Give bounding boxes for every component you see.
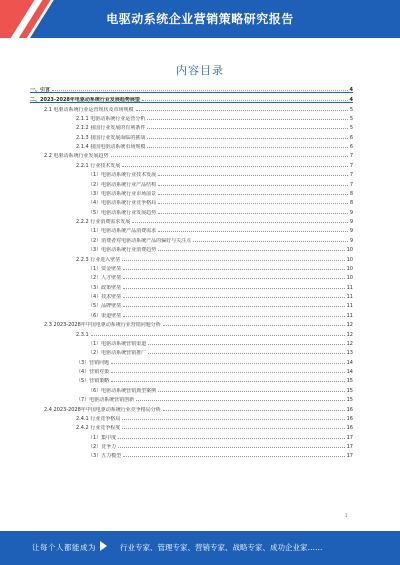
toc-entry[interactable]: [30, 274, 353, 280]
toc-entry-text: 2.4.1 行业竞争格局: [76, 415, 121, 422]
toc-leader-dots: [142, 96, 348, 101]
toc-leader-dots: [136, 396, 344, 401]
toc-entry-page: 11: [346, 294, 353, 301]
toc-entry-text: （4）营销对策: [76, 369, 110, 376]
toc-entry[interactable]: [30, 293, 353, 299]
toc-entry-text: （5）品牌壁垒: [88, 303, 122, 310]
toc-entry-text: （1）电驱动系统行业技术发展: [88, 172, 157, 179]
toc-entry-page: 12: [346, 331, 353, 338]
toc-entry-text: （3）电驱动系统行业消费趋势: [88, 247, 157, 254]
toc-leader-dots: [147, 134, 347, 139]
toc-entry[interactable]: [30, 162, 353, 168]
report-title: 电驱动系统企业营销策略研究报告: [106, 12, 294, 26]
toc-entry-page: 17: [346, 444, 353, 451]
toc-entry-text: （5）营销策略: [76, 378, 110, 385]
toc-entry-text: 二、2023-2028年电驱动系统行业发展趋势展望: [30, 96, 140, 103]
toc-entry-text: 2.3.1: [76, 331, 89, 338]
toc-entry[interactable]: [30, 171, 353, 177]
toc-entry[interactable]: [30, 190, 353, 196]
toc-leader-dots: [123, 274, 344, 279]
toc-leader-dots: [163, 406, 345, 411]
toc-entry-page: 10: [346, 265, 353, 272]
toc-entry[interactable]: [30, 218, 353, 224]
toc-leader-dots: [148, 349, 344, 354]
toc-leader-dots: [158, 181, 348, 186]
toc-entry-text: 2.1.2 我国行业发展的有利条件: [76, 125, 146, 132]
toc-leader-dots: [158, 227, 348, 232]
toc-leader-dots: [158, 199, 348, 204]
toc-entry[interactable]: [30, 331, 353, 337]
toc-entry-text: 一、引言: [30, 87, 51, 93]
toc-leader-dots: [122, 162, 348, 167]
toc-entry[interactable]: [30, 434, 353, 440]
toc-entry-page: 9: [349, 219, 353, 226]
toc-entry-text: （2）电驱动系统营销推广: [88, 350, 147, 357]
toc-leader-dots: [136, 106, 348, 111]
toc-leader-dots: [123, 312, 344, 317]
toc-entry-page: 15: [346, 378, 353, 385]
toc-entry-text: （1）电驱动系统营销渠道: [88, 340, 147, 347]
toc-entry[interactable]: [30, 246, 353, 252]
toc-entry[interactable]: [30, 115, 353, 121]
toc-entry-text: （3）营销问题: [76, 359, 110, 366]
toc-entry-text: （3）政策壁垒: [88, 284, 122, 291]
toc-entry-page: 16: [346, 415, 353, 422]
toc-entry[interactable]: [30, 302, 353, 308]
toc-leader-dots: [158, 209, 348, 214]
toc-entry-text: （7）电驱动系统营销创新: [76, 397, 135, 404]
toc-entry-page: 17: [346, 434, 353, 441]
toc-leader-dots: [147, 124, 347, 129]
toc-entry-page: 4: [349, 96, 353, 103]
toc-entry-page: 8: [349, 200, 353, 207]
toc-entry[interactable]: [30, 256, 353, 262]
toc-entry-text: 2.2.3 行业进入壁垒: [76, 256, 121, 263]
toc-entry-text: （6）电驱动系统营销典型案例: [88, 387, 157, 394]
toc-entry-text: （1）资金壁垒: [88, 265, 122, 272]
toc-entry[interactable]: [30, 143, 353, 149]
toc-entry-page: 16: [346, 425, 353, 432]
toc-entry-text: （2）竞争力: [88, 444, 117, 451]
footer-slogan-lead: 让每个人都能成为: [32, 543, 96, 552]
toc-entry-text: 2.2.2 行业消费需求发展: [76, 219, 131, 226]
table-of-contents: [30, 86, 353, 516]
toc-entry-text: （4）技术壁垒: [88, 294, 122, 301]
toc-leader-dots: [158, 387, 344, 392]
toc-entry-text: （2）消费者对电驱动系统产品的偏好与关注点: [88, 237, 192, 244]
toc-entry-page: 12: [346, 340, 353, 347]
toc-entry-text: （3）电驱动系统行业市场前景: [88, 190, 157, 197]
toc-entry[interactable]: [30, 237, 353, 243]
toc-entry-text: （5）电驱动系统行业发展趋势: [88, 209, 157, 216]
toc-leader-dots: [123, 452, 344, 457]
toc-entry[interactable]: [30, 209, 353, 215]
toc-leader-dots: [158, 246, 344, 251]
toc-leader-dots: [147, 115, 347, 120]
toc-entry-page: 7: [349, 181, 353, 188]
toc-entry-page: 11: [346, 284, 353, 291]
toc-entry[interactable]: [30, 106, 353, 112]
footer-slogan-roles: 行业专家、管理专家、营销专家、战略专家、成功企业家……: [120, 543, 323, 552]
toc-entry[interactable]: [30, 152, 353, 158]
toc-leader-dots: [147, 143, 347, 148]
toc-leader-dots: [163, 321, 345, 326]
toc-entry-text: （1）电驱动系统产品消费需求: [88, 228, 157, 235]
toc-entry-page: 15: [346, 387, 353, 394]
toc-entry[interactable]: [30, 443, 353, 449]
toc-entry[interactable]: [30, 321, 353, 327]
toc-entry-text: 2.3 2023-2028年中国电驱动系统行业营销问题分析: [44, 322, 161, 329]
toc-entry-page: 14: [346, 359, 353, 366]
toc-leader-dots: [123, 265, 344, 270]
toc-entry-text: 2.1 电驱动系统行业运营现状及市场规模: [44, 106, 134, 113]
toc-leader-dots: [52, 86, 348, 91]
toc-leader-dots: [132, 218, 348, 223]
toc-entry-text: （6）渠道壁垒: [88, 312, 122, 319]
toc-entry[interactable]: [30, 406, 353, 412]
toc-leader-dots: [111, 152, 348, 157]
toc-leader-dots: [122, 415, 344, 420]
toc-entry-text: 2.1.1 电驱动系统行业运营分析: [76, 115, 146, 122]
report-footer: [0, 531, 400, 565]
toc-entry[interactable]: [30, 368, 353, 374]
toc-entry[interactable]: [30, 227, 353, 233]
toc-entry-page: 11: [346, 303, 353, 310]
page-number: 1: [345, 513, 348, 518]
toc-entry-text: （2）电驱动系统行业产品结构: [88, 181, 157, 188]
toc-entry-text: 2.1.3 我国行业发展面临的挑战: [76, 134, 146, 141]
toc-entry[interactable]: [30, 340, 353, 346]
toc-entry-text: 2.2.1 行业技术发展: [76, 162, 121, 169]
toc-entry-page: 13: [346, 350, 353, 357]
toc-entry-page: 7: [349, 172, 353, 179]
toc-entry[interactable]: [30, 96, 353, 103]
toc-leader-dots: [111, 359, 344, 364]
toc-leader-dots: [118, 434, 344, 439]
arrow-right-icon: [100, 541, 107, 551]
toc-entry-page: 5: [349, 125, 353, 132]
toc-leader-dots: [158, 171, 348, 176]
toc-entry-text: 2.4 2023-2028年中国电驱动系统行业竞争格局分析: [44, 406, 161, 413]
toc-leader-dots: [123, 284, 344, 289]
toc-entry-text: （1）集中度: [88, 434, 117, 441]
toc-entry-text: （2）人才壁垒: [88, 275, 122, 282]
toc-entry-page: 9: [349, 209, 353, 216]
toc-entry-page: 7: [349, 162, 353, 169]
toc-entry-page: 5: [349, 106, 353, 113]
toc-entry-page: 11: [346, 312, 353, 319]
toc-entry[interactable]: [30, 134, 353, 140]
toc-entry-page: 15: [346, 397, 353, 404]
toc-entry-page: 16: [346, 406, 353, 413]
toc-leader-dots: [193, 237, 348, 242]
toc-entry[interactable]: [30, 349, 353, 355]
toc-entry[interactable]: [30, 396, 353, 402]
toc-entry-text: 2.1.4 我国电驱动系统市场规模: [76, 144, 146, 151]
toc-entry-page: 6: [349, 134, 353, 141]
toc-entry-text: 2.4.2 行业竞争程度: [76, 425, 121, 432]
toc-entry[interactable]: [30, 312, 353, 318]
toc-leader-dots: [123, 293, 344, 298]
report-header: [0, 0, 400, 38]
toc-leader-dots: [118, 443, 344, 448]
toc-leader-dots: [123, 302, 344, 307]
toc-entry[interactable]: [30, 199, 353, 205]
toc-leader-dots: [111, 377, 344, 382]
toc-entry[interactable]: [30, 284, 353, 290]
toc-entry-page: 5: [349, 115, 353, 122]
toc-entry[interactable]: [30, 377, 353, 383]
toc-leader-dots: [122, 256, 344, 261]
toc-leader-dots: [148, 340, 344, 345]
toc-entry[interactable]: [30, 387, 353, 393]
toc-entry-page: 6: [349, 144, 353, 151]
toc-entry[interactable]: [30, 124, 353, 130]
toc-entry-page: 9: [349, 237, 353, 244]
toc-leader-dots: [111, 368, 344, 373]
toc-entry[interactable]: [30, 415, 353, 421]
toc-entry-page: 10: [346, 247, 353, 254]
toc-entry-page: 10: [346, 256, 353, 263]
toc-entry[interactable]: [30, 452, 353, 458]
toc-heading: 内容目录: [176, 64, 224, 77]
toc-entry[interactable]: [30, 265, 353, 271]
toc-entry[interactable]: [30, 424, 353, 430]
toc-entry-page: 14: [346, 369, 353, 376]
toc-entry[interactable]: [30, 86, 353, 93]
toc-leader-dots: [91, 331, 345, 336]
toc-entry-page: 9: [349, 228, 353, 235]
toc-entry-text: （3）五力模型: [88, 453, 122, 460]
toc-entry-page: 12: [346, 322, 353, 329]
toc-entry-text: （4）电驱动系统行业竞争格局: [88, 200, 157, 207]
toc-entry-page: 4: [349, 87, 353, 93]
toc-entry-page: 7: [349, 153, 353, 160]
toc-entry[interactable]: [30, 359, 353, 365]
toc-entry-page: 8: [349, 190, 353, 197]
toc-leader-dots: [158, 190, 348, 195]
toc-leader-dots: [122, 424, 344, 429]
toc-entry-text: 2.2 电驱动系统行业发展趋势: [44, 153, 109, 160]
toc-entry-page: 17: [346, 453, 353, 460]
toc-entry[interactable]: [30, 181, 353, 187]
toc-entry-page: 10: [346, 275, 353, 282]
